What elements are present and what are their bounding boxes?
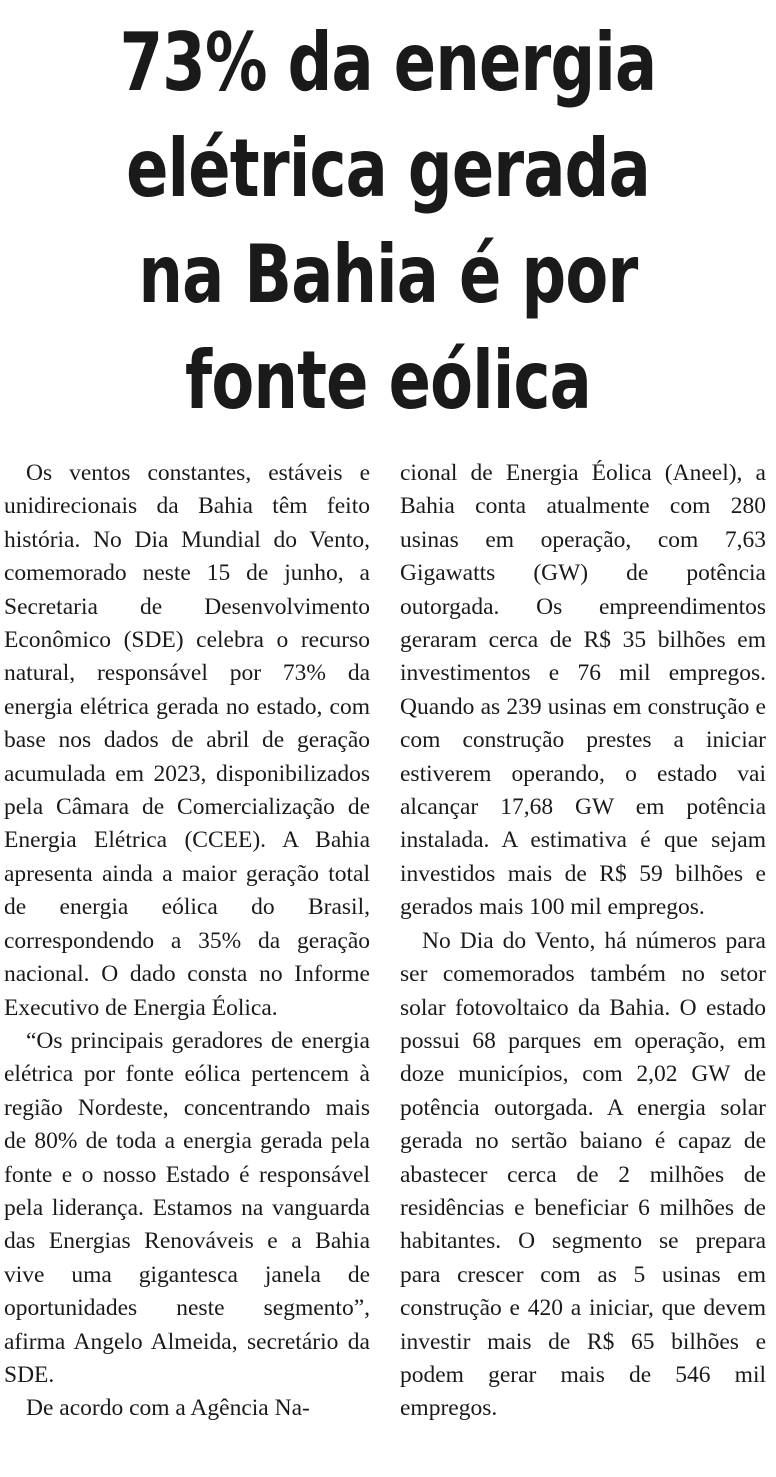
paragraph: De acordo com a Agência Na- [26,1395,310,1422]
paragraph: No Dia do Vento, há números para ser comemorados também no setor solar fotovoltaico da Bahia. O estado possui 68 parques em operação, em doze municípios, com 2,02 GW de potência outorgada. A energia solar gerada no sertão baiano é capaz de abastecer cerca de 2 milhões de residências e beneficiar 6 milhões de habitantes. O segmento se prepara para crescer com as 5 usinas em construção e 420 a iniciar, que devem investir mais de R$ 65 bilhões e podem gerar mais de 546 mil empregos. [400,927,766,1422]
headline-line: elétrica gerada [126,122,650,215]
right-column [400,457,766,1426]
paragraph-continuation: cional de Energia Éolica (Aneel), a Bahia conta atualmente com 280 usinas em operação, com 7,63 Gigawatts (GW) de potência outorgada. Os empreendimentos geraram cerca de R$ 35 bilhões em investimentos e 76 mil empregos. Quando as 239 usinas em construção e com construção prestes a iniciar estiverem operando, o estado vai alcançar 17,68 GW em potência instalada. A estimativa é que sejam investidos mais de R$ 59 bilhões e gerados mais 100 mil empregos. [400,460,766,921]
paragraph: Os ventos constantes, estáveis e unidirecionais da Bahia têm feito história. No Dia Mundial do Vento, comemorado neste 15 de junho, a Secretaria de Desenvolvimento Econômico (SDE) celebra o recurso natural, responsável por 73% da energia elétrica gerada no estado, com base nos dados de abril de geração acumulada em 2023, disponibilizados pela Câmara de Comercialização de Energia Elétrica (CCEE). A Bahia apresenta ainda a maior geração total de energia eólica do Brasil, correspondendo a 35% da geração nacional. O dado consta no Informe Executivo de Energia Éolica. [4,460,370,1021]
headline-line: na Bahia é por [138,228,638,321]
headline-line: 73% da energia [119,16,657,109]
article-headline [85,10,690,434]
paragraph: “Os principais geradores de energia elétrica por fonte eólica pertencem à região Nordeste, concentrando mais de 80% de toda a energia gerada pela fonte e o nosso Estado é responsável pela liderança. Estamos na vanguarda das Energias Renováveis e a Bahia vive uma gigantesca janela de oportunidades neste segmento”, afirma Angelo Almeida, secretário da SDE. [4,1027,370,1388]
headline-line: fonte eólica [184,334,592,427]
left-column [4,457,370,1426]
